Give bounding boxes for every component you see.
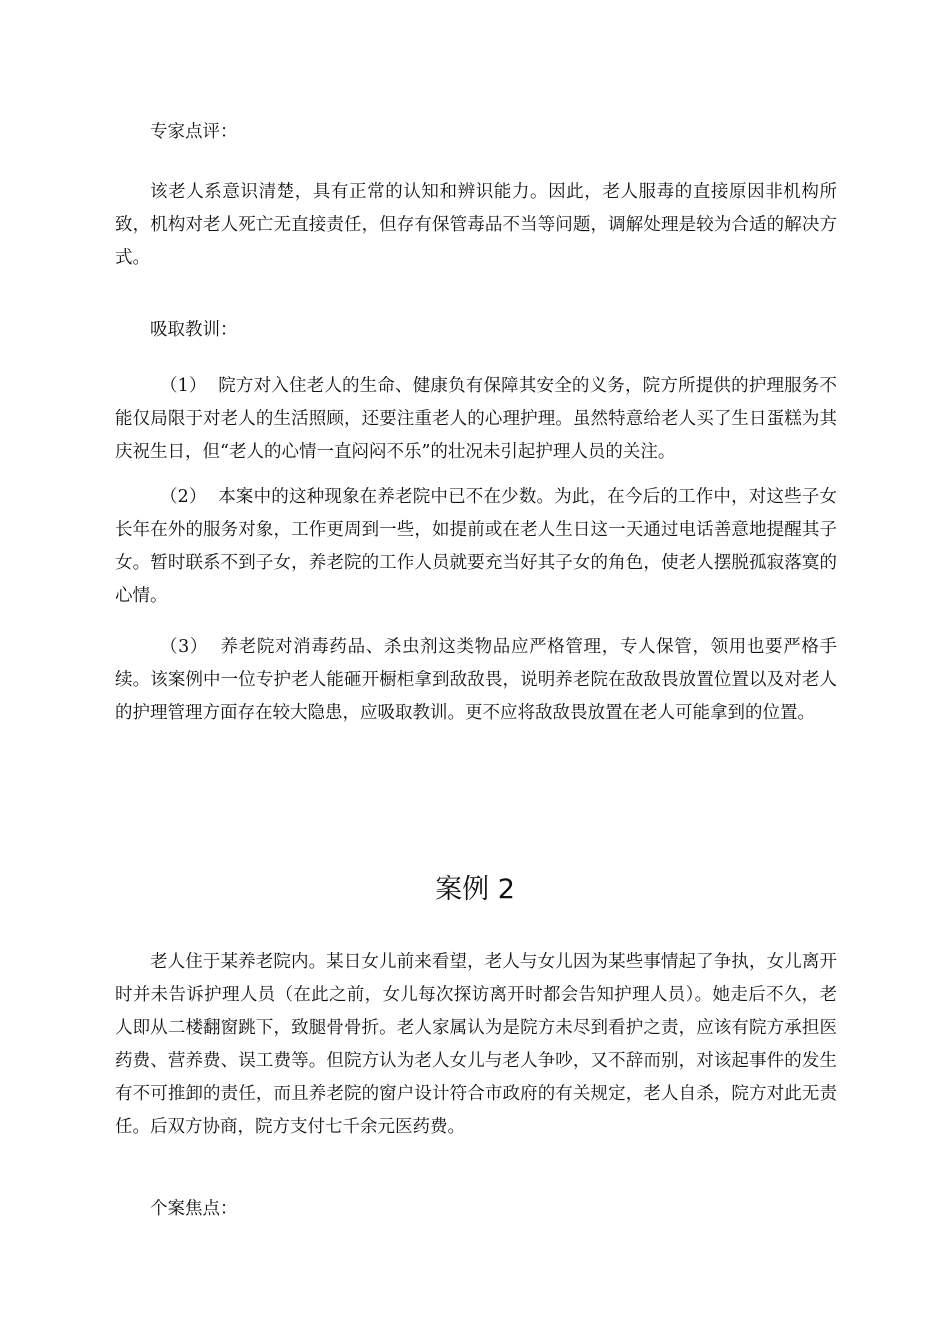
lessons-heading: 吸取教训：	[150, 320, 238, 340]
lesson-text: 本案中的这种现象在养老院中已不在少数。为此，在今后的工作中，对这些子女长年在外的服务对象，工作更周到一些，如提前或在老人生日这一天通过电话善意地提醒其子女。暂时联系不到子女，养老院的工作人员就要充当好其子女的角色，使老人摆脱孤寂落寞的心情。	[115, 487, 837, 606]
lesson-number: （3）	[160, 637, 209, 657]
review-heading: 专家点评：	[150, 122, 238, 142]
lesson-text: 养老院对消毒药品、杀虫剂这类物品应严格管理，专人保管，领用也要严格手续。该案例中一位专护老人能砸开橱柜拿到敌敌畏，说明养老院在敌敌畏放置位置以及对老人的护理管理方面存在较大隐患，应吸取教训。更不应将敌敌畏放置在老人可能拿到的位置。	[115, 637, 837, 723]
case-2-paragraph: 老人住于某养老院内。某日女儿前来看望，老人与女儿因为某些事情起了争执，女儿离开时并未告诉护理人员（在此之前，女儿每次探访离开时都会告知护理人员）。她走后不久，老人即从二楼翻窗跳下，致腿骨骨折。老人家属认为是院方未尽到看护之责，应该有院方承担医药费、营养费、误工费等。但院方认为老人女儿与老人争吵，又不辞而别，对该起事件的发生有不可推卸的责任，而且养老院的窗户设计符合市政府的有关规定，老人自杀，院方对此无责任。后双方协商，院方支付七千余元医药费。	[115, 952, 837, 1137]
lesson-number: （1）	[160, 376, 207, 396]
lesson-text: 院方对入住老人的生命、健康负有保障其安全的义务，院方所提供的护理服务不能仅局限于对老人的生活照顾，还要注重老人的心理护理。虽然特意给老人买了生日蛋糕为其庆祝生日，但“老人的心情一直闷闷不乐”的壮况未引起护理人员的关注。	[115, 376, 837, 462]
lesson-number: （2）	[160, 487, 207, 507]
lesson-item-1	[115, 370, 837, 469]
review-paragraph: 该老人系意识清楚，具有正常的认知和辨识能力。因此，老人服毒的直接原因非机构所致，机构对老人死亡无直接责任，但存有保管毒品不当等问题，调解处理是较为合适的解决方式。	[115, 182, 837, 268]
lesson-item-2	[115, 481, 837, 613]
lesson-item-3	[115, 631, 837, 730]
focus-heading: 个案焦点：	[150, 1199, 238, 1219]
case-2-title: 案例 2	[435, 874, 515, 905]
